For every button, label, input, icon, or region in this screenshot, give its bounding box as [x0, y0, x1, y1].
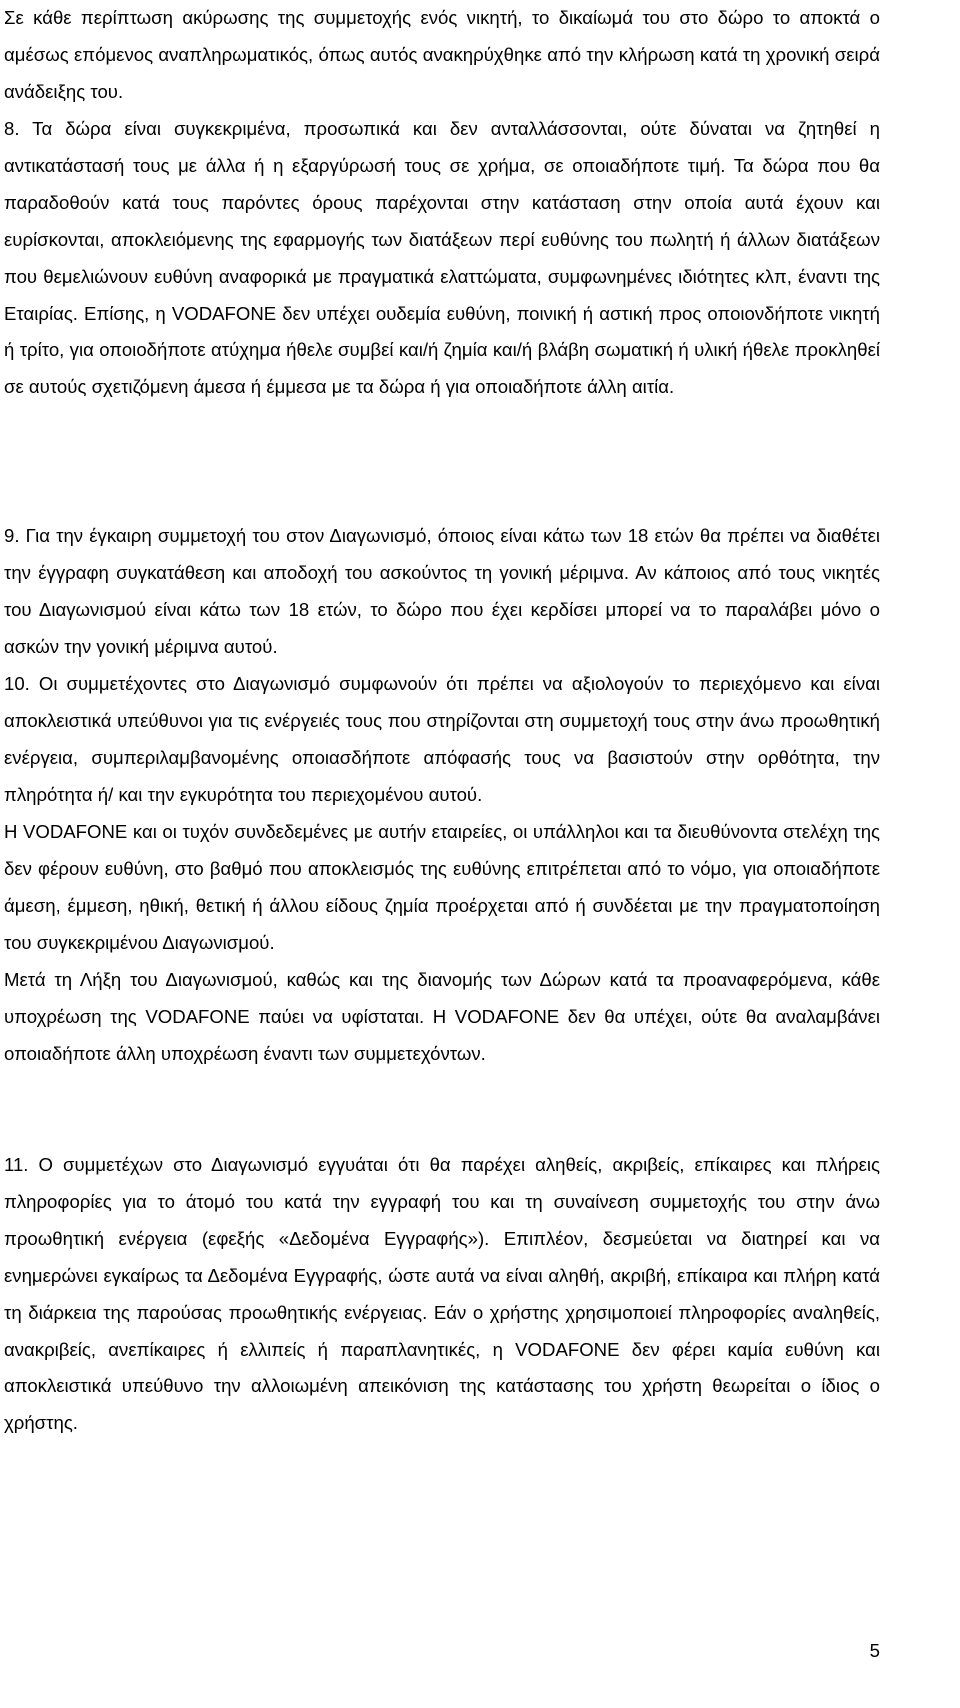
paragraph-9-minors: 9. Για την έγκαιρη συμμετοχή του στον Διαγωνισμό, όποιος είναι κάτω των 18 ετών θα πρέπει να διαθέτει την έγγραφη συγκατάθεση και αποδοχή του ασκούντος τη γονική μέριμνα. Αν κάποιος από τους νικητές του Διαγωνισμού είναι κάτω των 18 ετών, το δώρο που έχει κερδίσει μπορεί να το παραλάβει μόνο ο ασκών την γονική μέριμνα αυτού. [4, 525, 880, 657]
paragraph-contest-end: Μετά τη Λήξη του Διαγωνισμού, καθώς και της διανομής των Δώρων κατά τα προαναφερόμενα, κάθε υποχρέωση της VODAFONE παύει να υφίσταται. Η VODAFONE δεν θα υπέχει, ούτε θα αναλαμβάνει οποιαδήποτε άλλη υποχρέωση έναντι των συμμετεχόντων. [4, 969, 880, 1064]
paragraph-10-participants: 10. Οι συμμετέχοντες στο Διαγωνισμό συμφωνούν ότι πρέπει να αξιολογούν το περιεχόμενο και είναι αποκλειστικά υπεύθυνοι για τις ενέργειές τους που στηρίζονται στη συμμετοχή τους στην άνω προωθητική ενέργεια, συμπεριλαμβανομένης οποιασδήποτε απόφασής τους να βασιστούν στην ορθότητα, την πληρότητα ή/ και την εγκυρότητα του περιεχομένου αυτού. [4, 673, 880, 805]
paragraph-winner-cancellation: Σε κάθε περίπτωση ακύρωσης της συμμετοχής ενός νικητή, το δικαίωμά του στο δώρο το αποκτά ο αμέσως επόμενος αναπληρωματικός, όπως αυτός ανακηρύχθηκε από την κλήρωση κατά τη χρονική σειρά ανάδειξης του. [4, 7, 880, 102]
page-number: 5 [869, 1640, 880, 1661]
paragraph-liability: Η VODAFONE και οι τυχόν συνδεδεμένες με αυτήν εταιρείες, οι υπάλληλοι και τα διευθύνοντα στελέχη της δεν φέρουν ευθύνη, στο βαθμό που αποκλεισμός της ευθύνης επιτρέπεται από το νόμο, για οποιαδήποτε άμεση, έμμεση, ηθική, θετική ή άλλου είδους ζημία προέρχεται από ή συνδέεται με την πραγματοποίηση του συγκεκριμένου Διαγωνισμού. [4, 821, 880, 953]
paragraph-8-gifts: 8. Τα δώρα είναι συγκεκριμένα, προσωπικά και δεν ανταλλάσσονται, ούτε δύναται να ζητηθεί η αντικατάστασή τους με άλλα ή η εξαργύρωσή τους σε χρήμα, σε οποιαδήποτε τιμή. Τα δώρα που θα παραδοθούν κατά τους παρόντες όρους παρέχονται στην κατάσταση στην οποία αυτά έχουν και ευρίσκονται, αποκλειόμενης της εφαρμογής των διατάξεων περί ευθύνης του πωλητή ή άλλων διατάξεων που θεμελιώνουν ευθύνη αναφορικά με πραγματικά ελαττώματα, συμφωνημένες ιδιότητες κλπ, έναντι της Εταιρίας. Επίσης, η VODAFONE δεν υπέχει ουδεμία ευθύνη, ποινική ή αστική προς οποιονδήποτε νικητή ή τρίτο, για οποιοδήποτε ατύχημα ήθελε συμβεί και/ή ζημία και/ή βλάβη σωματική ή υλική ήθελε προκληθεί σε αυτούς σχετιζόμενη άμεσα ή έμμεσα με τα δώρα ή για οποιαδήποτε άλλη αιτία. [4, 118, 880, 398]
paragraph-11-registration-data: 11. Ο συμμετέχων στο Διαγωνισμό εγγυάται ότι θα παρέχει αληθείς, ακριβείς, επίκαιρες και πλήρεις πληροφορίες για το άτομό του κατά την εγγραφή του και τη συναίνεση συμμετοχής του στην άνω προωθητική ενέργεια (εφεξής «Δεδομένα Εγγραφής»). Επιπλέον, δεσμεύεται να διατηρεί και να ενημερώνει εγκαίρως τα Δεδομένα Εγγραφής, ώστε αυτά να είναι αληθή, ακριβή, επίκαιρα και πλήρη κατά τη διάρκεια της παρούσας προωθητικής ενέργειας. Εάν ο χρήστης χρησιμοποιεί πληροφορίες αναληθείς, ανακριβείς, ανεπίκαιρες ή ελλιπείς ή παραπλανητικές, η VODAFONE δεν φέρει καμία ευθύνη και αποκλειστικά υπεύθυνο την αλλοιωμένη απεικόνιση της κατάστασης του χρήστη θεωρείται ο ίδιος ο χρήστης. [4, 1154, 880, 1434]
